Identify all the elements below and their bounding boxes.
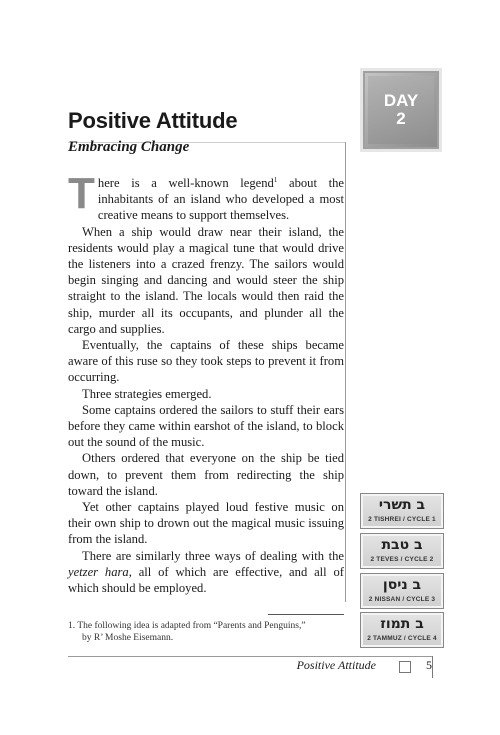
cycle-3-label: 2 NISSAN / CYCLE 3 xyxy=(368,596,436,603)
page-number: 5 xyxy=(426,658,432,672)
cycle-box-4 xyxy=(360,612,444,648)
day-tab xyxy=(360,68,442,152)
paragraph-8-emphasis: yetzer hara xyxy=(68,564,129,579)
cycle-2-label: 2 TEVES / CYCLE 2 xyxy=(370,556,434,563)
cycle-1-hebrew: ב תשרי xyxy=(378,497,426,513)
cycle-2-hebrew: ב טבת xyxy=(381,537,423,553)
paragraph-8-text-a: There are similarly three ways of dealing with the xyxy=(82,548,344,563)
footer-rule xyxy=(68,656,432,657)
paragraph-3: Eventually, the captains of these ships became aware of this ruse so they took steps to prevent it from occurring. xyxy=(68,338,344,385)
footnote-line-2: by R’ Moshe Eisemann. xyxy=(82,633,174,643)
day-label: DAY xyxy=(383,91,419,110)
paragraph-5: Some captains ordered the sailors to stuff their ears before they came within earshot of the island, to block out the sound of the music. xyxy=(68,402,344,450)
footnote-line-1: 1. The following idea is adapted from “Parents and Penguins,” xyxy=(68,621,306,631)
running-title: Positive Attitude xyxy=(296,658,376,672)
paragraph-1-text-a: here is a well-known legend xyxy=(97,176,274,190)
drop-cap: T xyxy=(68,169,95,218)
cycle-3-hebrew: ב ניסן xyxy=(382,577,422,593)
paragraph-6: Others ordered that everyone on the ship be tied down, to prevent them from redirecting the ship toward the island. xyxy=(68,451,344,498)
footer-square-icon xyxy=(399,661,411,673)
paragraph-4: Three strategies emerged. xyxy=(82,386,212,401)
day-number: 2 xyxy=(396,109,406,128)
cycle-box-2 xyxy=(360,533,444,569)
cycle-4-hebrew: ב תמוז xyxy=(380,616,424,632)
cycle-box-1 xyxy=(360,493,444,529)
page-subtitle: Embracing Change xyxy=(68,139,190,155)
paragraph-1-text-b: about the inhabitants of an island who developed a most creative means to support themselves. xyxy=(97,176,344,223)
frame-right-rule xyxy=(345,142,346,602)
paragraph-8-text-b: , all of which are effective, and all of which should be employed. xyxy=(68,564,344,596)
paragraph-2: When a ship would draw near their island, the residents would play a magical tune that would drive the listeners into a crazed frenzy. The sailors would begin singing and dancing and would steer the ship straight to the island. The locals would then raid the ship, murder all its occupants, and plunder all the cargo and supplies. xyxy=(68,224,344,336)
article-body xyxy=(68,169,344,596)
footer-separator xyxy=(432,656,433,678)
footnote-marker: 1 xyxy=(273,175,278,184)
day-tab-inner xyxy=(368,76,434,144)
cycle-box-3 xyxy=(360,573,444,609)
cycle-4-label: 2 TAMMUZ / CYCLE 4 xyxy=(367,635,437,642)
paragraph-7: Yet other captains played loud festive music on their own ship to drown out the magical music issuing from the island. xyxy=(68,500,344,547)
cycle-1-label: 2 TISHREI / CYCLE 1 xyxy=(368,516,436,523)
footnote xyxy=(68,620,344,644)
paragraph-1 xyxy=(68,169,344,224)
paragraph-8 xyxy=(68,548,344,597)
footnote-rule xyxy=(268,614,344,615)
page-footer xyxy=(240,658,432,674)
page-title: Positive Attitude xyxy=(68,108,238,133)
